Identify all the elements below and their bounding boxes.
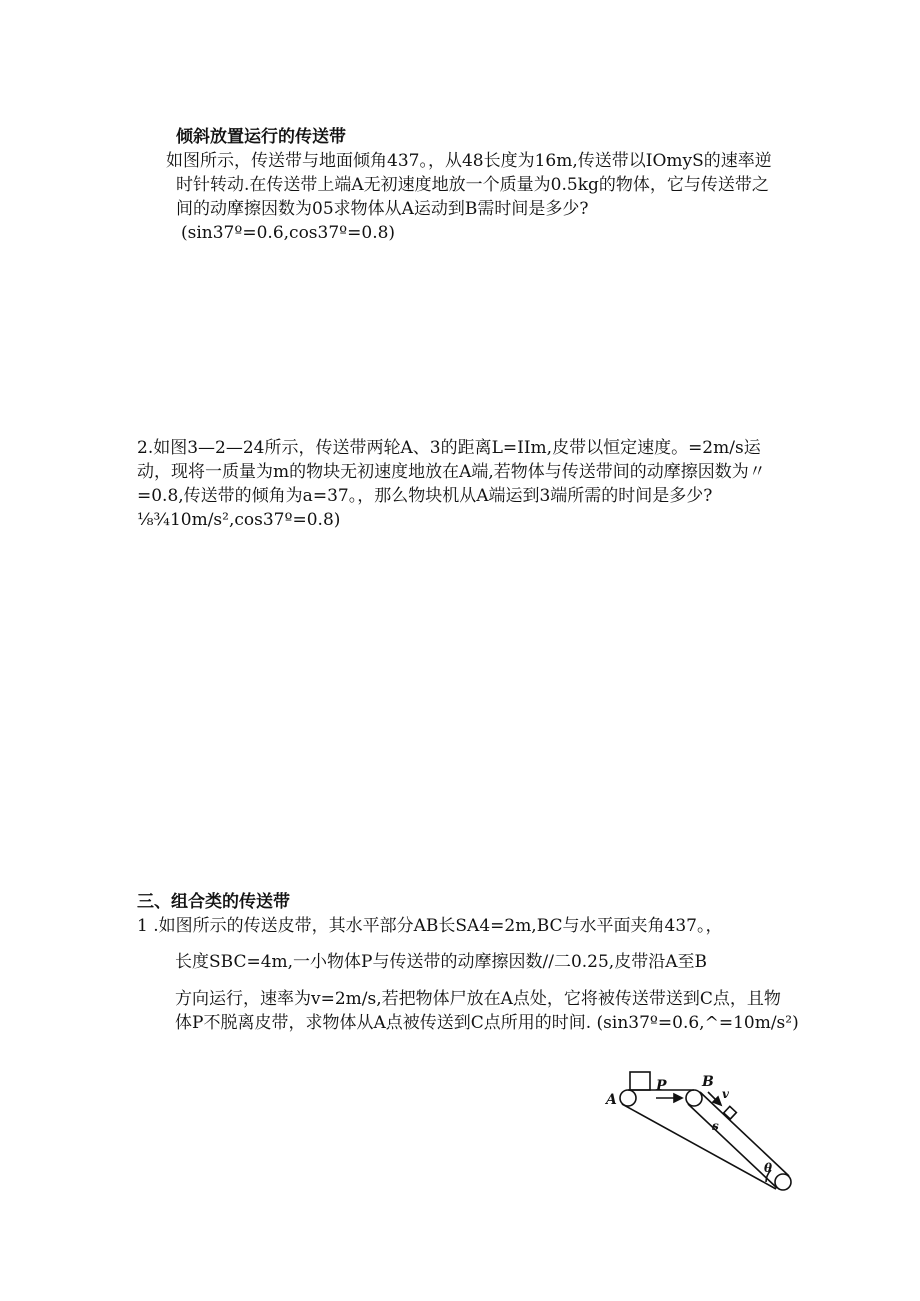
label-s: s [712, 1119, 719, 1133]
section3-title: 三、组合类的传送带 [137, 892, 290, 912]
section2-line-4: ⅛¾10m∕s²,cos37º=0.8) [137, 510, 341, 530]
box-p [630, 1072, 650, 1090]
section3-line-4: 体P不脱离皮带，求物体从A点被传送到C点所用的时间. (sin37º=0.6,^=10m∕s²) [175, 1013, 799, 1033]
section1-line-2: 时针转动.在传送带上端A无初速度地放一个质量为0.5kg的物体，它与传送带之 [176, 175, 769, 195]
velocity-arrow-head [674, 1094, 682, 1102]
label-v: v [722, 1087, 729, 1101]
label-a: A [606, 1092, 617, 1108]
belt-bottom-return [622, 1104, 776, 1189]
label-theta: θ [764, 1161, 773, 1175]
section3-line-3: 方向运行，速率为v=2m∕s,若把物体尸放在A点处，它将被传送带送到C点，且物 [175, 989, 781, 1009]
section3-line-1: 1 .如图所示的传送皮带，其水平部分AB长SA4=2m,BC与水平面夹角437。， [137, 916, 723, 936]
label-b: B [702, 1074, 714, 1090]
label-p: P [656, 1078, 667, 1094]
belt-incline-upper [700, 1092, 789, 1176]
section2-line-3: =0.8,传送带的倾角为a=37。，那么物块机从A端运到3端所需的时间是多少? [137, 486, 713, 506]
section1-line-3: 间的动摩擦因数为05求物体从A运动到B需时间是多少? [176, 199, 589, 219]
section1-title: 倾斜放置运行的传送带 [176, 127, 346, 147]
conveyor-belt-figure [590, 1062, 815, 1197]
section2-line-1: 2.如图3—2—24所示，传送带两轮A、3的距离L=IIm,皮带以恒定速度。=2m/s运 [137, 438, 761, 458]
section2-line-2: 动，现将一质量为m的物块无初速度地放在A端,若物体与传送带间的动摩擦因数为〃 [137, 462, 766, 482]
section3-line-2: 长度SBC=4m,一小物体P与传送带的动摩擦因数//二0.25,皮带沿A至B [175, 952, 707, 972]
section1-line-4: (sin37º=0.6,cos37º=0.8) [181, 223, 396, 243]
conveyor-diagram [590, 1062, 815, 1197]
section1-line-1: 如图所示，传送带与地面倾角437。，从48长度为16m,传送带以IOmyS的速率逆 [166, 151, 772, 171]
